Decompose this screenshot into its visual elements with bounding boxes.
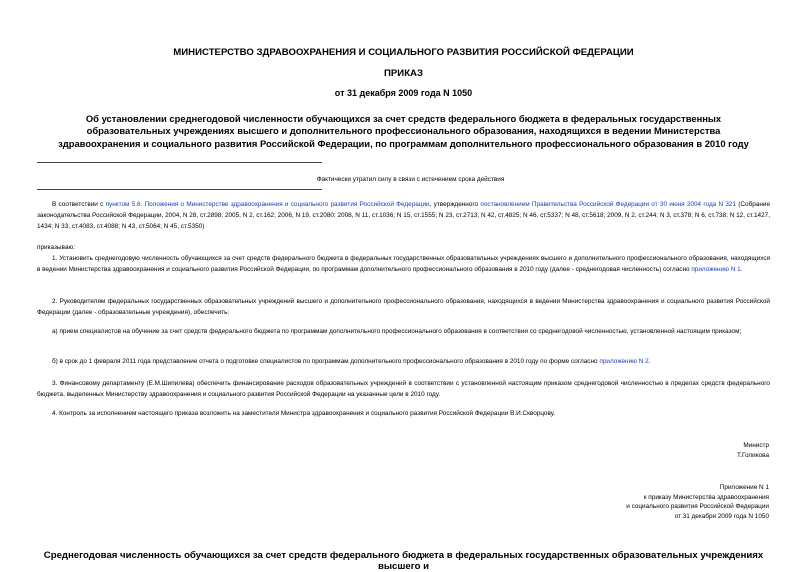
item-2b-end: . [648,358,651,365]
signature-name: Т.Голикова [736,451,769,459]
preamble-text-2: , утвержденного [429,201,481,208]
separator-top [37,162,322,163]
appendix-1-link[interactable]: приложению N 1 [691,266,741,274]
appendix-title: Среднегодовая численность обучающихся за счет средств федерального бюджета в федеральных государственных образовательных учреждениях высшего и [43,550,764,572]
preamble-text-1: В соответствии с [52,201,106,208]
regulation-link[interactable]: пунктом 5.6. Положения о Министерстве здравоохранения и социального развития Российской Федерации [105,201,430,208]
preamble-paragraph [37,199,770,233]
item-1-end: . [740,266,743,274]
appendix-line-2: к приказу Министерства здравоохранения [643,493,769,501]
signature-position: Министр [743,442,769,449]
item-2: 2. Руководителям федеральных государственных образовательных учреждений высшего и дополнительного профессионального образования, находящихся в ведении Министерства здравоохранения и социального развития Российской Федерации (далее - образовательные учреждения), обеспечить: [37,298,770,317]
item-4: 4. Контроль за исполнением настоящего приказа возложить на заместителя Министра здравоохранения и социального развития Российской Федерации В.И.Скворцову. [52,410,556,417]
appendix-line-4: от 31 декабря 2009 года N 1050 [674,512,769,520]
order-word: приказываю: [37,244,75,251]
item-2b [37,356,770,367]
order-date-number: от 31 декабря 2009 года N 1050 [334,88,473,98]
appendix-line-3: и социального развития Российской Федерации [626,503,769,511]
preamble-text-3: (Собрание законодательства Российской Федерации, 2004, N 28, ст.2898; 2005, N 2, ст.162; 2006, N 19, ст.2080; 2008, N 11, ст.1036; N 15, ст.1555; N 23, ст.2713; N 42, ст.4825; N 46, ст.5337; N 48, ст.5618; 2009, N 2, ст.244; N 3, ст.378; N 6, ст.738; N 12, ст.1427, 1434; N 33, ст.4083, ст.4088; N 43, ст.5064; N 45, ст.5350) [37,201,771,231]
ministry-heading: МИНИСТЕРСТВО ЗДРАВООХРАНЕНИЯ И СОЦИАЛЬНОГО РАЗВИТИЯ РОССИЙСКОЙ ФЕДЕРАЦИИ [173,47,634,58]
item-1 [37,253,770,275]
order-title: Об установлении среднегодовой численности обучающихся за счет средств федерального бюджета в федеральных государственных образовательных учреждениях высшего и дополнительного профессионального образования, находящихся в ведении Министерства здравоохранения и социального развития Российской Федерации, по программам дополнительного профессионального образования в 2010 году [58,113,749,149]
appendix-header [626,483,769,521]
appendix-line-1: Приложение N 1 [719,484,769,491]
signature-block [737,441,769,460]
appendix-2-link[interactable]: приложению N 2 [599,358,649,365]
item-1-text: 1. Установить среднегодовую численность обучающихся за счет средств федерального бюджета в федеральных государственных образовательных учреждениях высшего и дополнительного профессионального образования, находящихся в ведении Министерства здравоохранения и социального развития Российской Федерации, по программам дополнительного профессионального образования в 2010 году (далее - среднегодовая численность) согласно [37,255,770,274]
item-2b-text: б) в срок до 1 февраля 2011 года представление отчета о подготовке специалистов по программам дополнительного профессионального образования в 2010 году по форме согласно [52,358,600,365]
validity-notice: Фактически утратил силу в связи с истечением срока действия [316,176,505,183]
document-type-heading: ПРИКАЗ [384,68,423,79]
separator-bottom [37,189,322,190]
item-2a: а) прием специалистов на обучение за счет средств федерального бюджета по программам дополнительного профессионального образования в соответствии со среднегодовой численностью, установленной настоящим приказом; [52,328,742,335]
item-3: 3. Финансовому департаменту (Е.М.Шипилева) обеспечить финансирование расходов образовательных учреждений в соответствии с установленной настоящим приказом среднегодовой численностью в пределах средств федерального бюджета, выделенных Министерству здравоохранения и социального развития Российской Федерации на указанные цели в 2010 году. [37,380,770,399]
government-decree-link[interactable]: постановлением Правительства Российской Федерации от 30 июня 2004 года N 321 [480,201,737,208]
